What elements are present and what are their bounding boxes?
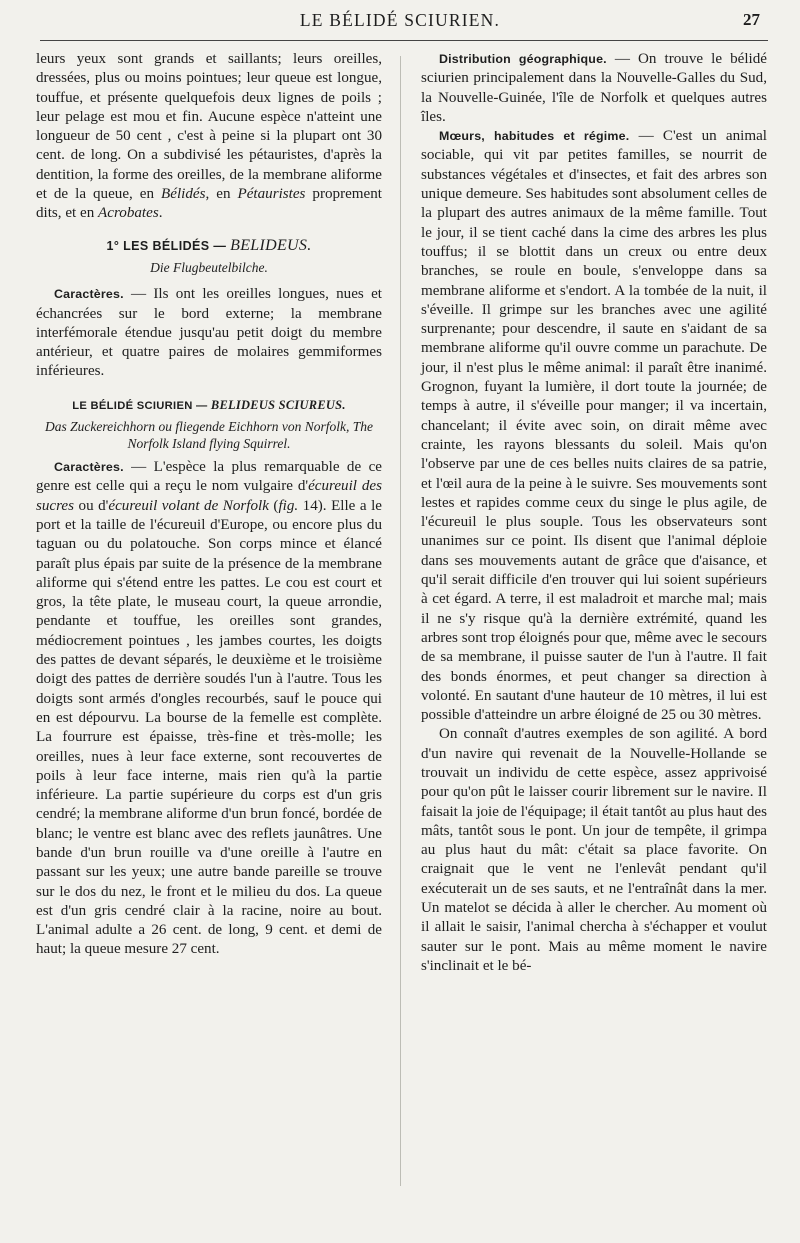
characteristics-paragraph: Caractères. — Ils ont les oreilles longues, nues et échancrées sur le bord externe; la membrane interfémorale étendue jusqu'au petit doigt du membre antérieur, et quatre paires de molaires gemmiformes inférieures. (36, 286, 382, 380)
column-divider (400, 56, 401, 1186)
german-name: Die Flugbeutelbilche. (150, 259, 268, 275)
vernacular-names: Das Zuckereichhorn ou fliegende Eichhorn von Norfolk, The Norfolk Island flying Squirrel. (45, 419, 373, 452)
page-number: 27 (743, 10, 760, 29)
section-heading-belides: 1° LES BÉLIDÉS — BELIDEUS. (106, 236, 312, 254)
species-heading: LE BÉLIDÉ SCIURIEN — BELIDEUS SCIUREUS. (72, 397, 346, 412)
left-column (36, 50, 382, 960)
intro-paragraph: leurs yeux sont grands et saillants; leurs oreilles, dressées, plus ou moins pointues; leur queue est longue, touffue, et présente quelquefois deux lignes de poils ; leur pelage est mou et fin. Aucune espèce n'atteint une longueur de 50 cent , c'est à peine si la plupart ont 30 cent. de long. On a subdivisé les pétauristes, d'après la dentition, la forme des oreilles, de la membrane aliforme et de la queue, en Bélidés, en Pétauristes proprement dits, et en Acrobates. (36, 51, 382, 222)
distribution-paragraph: Distribution géographique. — On trouve le bélidé sciurien principalement dans la Nouvelle-Galles du Sud, la Nouvelle-Guinée, l'île de Norfolk et quelques autres îles. (421, 51, 767, 125)
running-title: LE BÉLIDÉ SCIURIEN. (299, 10, 501, 30)
right-column (421, 50, 767, 976)
agility-paragraph: On connaît d'autres exemples de son agilité. A bord d'un navire qui revenait de la Nouvelle-Hollande se trouvait un individu de cette espèce, assez apprivoisé pour qu'on pût le laisser courir librement sur le navire. Il faisait la joie de l'équipage; il était tantôt au plus haut des mâts, tantôt sous le pont. Un jour de tempête, il grimpa au plus haut du mât: c'était sa place favorite. On craignait que le vent ne l'enlevât pendant qu'il exécuterait un de ses sauts, et ne l'entraînât dans la mer. Un matelot se décida à aller le chercher. Au moment où il allait le saisir, l'animal chercha à s'échapper et voulut sauter sur le pont. Mais au même moment le navire s'inclinait et le bé- (421, 726, 767, 974)
running-header (30, 4, 770, 36)
species-characteristics-paragraph: Caractères. — L'espèce la plus remarquable de ce genre est celle qui a reçu le nom vulgaire d'écureuil des sucres ou d'écureuil volant de Norfolk (fig. 14). Elle a le port et la taille de l'écureuil d'Europe, ou encore plus du taguan ou du polatouche. Son corps mince et élancé paraît plus épais par suite de la présence de la membrane aliforme qui s'étend entre les pattes. Le cou est court et gros, la tête plate, le museau court, la queue arrondie, pendante et touffue, les oreilles sont grandes, médiocrement pointues , les jambes courtes, les doigts des pattes de devant séparés, le deuxième et le troisième doigt des pattes de derrière soudés l'un à l'autre. Tous les doigts sont armés d'ongles recourbés, sauf le pouce qui en est dépourvu. La bourse de la femelle est complète. La fourrure est épaisse, très-fine et très-molle; les oreilles, nues à leur face externe, sont recouvertes de poils à leur face interne, mais rien qu'à la partie inférieure. La partie supérieure du corps est d'un gris cendré; la membrane aliforme d'un brun foncé, bordée de blanc; le ventre est blanc avec des reflets jaunâtres. Une bande d'un brun rouille va d'une oreille à l'autre en passant sur les yeux; une autre bande pareille se trouve sur le dos du nez, le front et le milieu du dos. La queue est d'un gris cendré clair à la racine, noire au bout. L'animal adulte a 26 cent. de long, 9 cent. et demi de haut; la queue mesure 27 cent. (36, 459, 382, 958)
habits-paragraph: Mœurs, habitudes et régime. — C'est un animal sociable, qui vit par petites familles, se nourrit de substances végétales et d'insectes, et fait des arbres son unique demeure. Ses habitudes sont absolument celles de la plupart des autres animaux de la même famille. Tout le jour, il se tient caché dans la cime des arbres les plus touffus; il se blottit dans un creux ou entre deux branches, se roule en boule, s'enveloppe dans sa membrane aliforme et s'endort. A la tombée de la nuit, il s'éveille. Il grimpe sur les branches avec une agilité surprenante; pour descendre, il saute en s'aidant de sa membrane aliforme qu'il ouvre comme un parachute. De jour, il n'est plus le même animal: il paraît être inanimé. Grognon, fuyant la lumière, il dort toute la journée; de temps à autre, il s'éveille pour manger; il va incertain, chancelant; il évite avec soin, on dirait même avec crainte, les rayons blessants du soleil. Mais qu'on l'observe par une de ces belles nuits claires de sa patrie, et l'œil aura de la peine à le suivre. Ses mouvements sont lestes et rapides comme ceux du singe le plus agile, de l'écureuil le plus souple. Tous les observateurs sont unanimes sur ce point. Ils disent que l'animal déploie dans ses mouvements autant de grâce que d'aisance, et qu'il serait difficile d'en trouver qui lui soient supérieurs à cet égard. A terre, il est maladroit et marche mal; mais il ne s'y risque qu'à la dernière extrémité, quand les arbres sont trop éloignés pour que, même avec le secours de sa membrane, il puisse sauter de l'un à l'autre. Il fait des bonds énormes, et peut changer sa direction à volonté. En sautant d'une hauteur de 10 mètres, il lui est possible d'atteindre un arbre éloigné de 25 ou 30 mètres. (421, 128, 767, 724)
header-rule (40, 40, 768, 41)
